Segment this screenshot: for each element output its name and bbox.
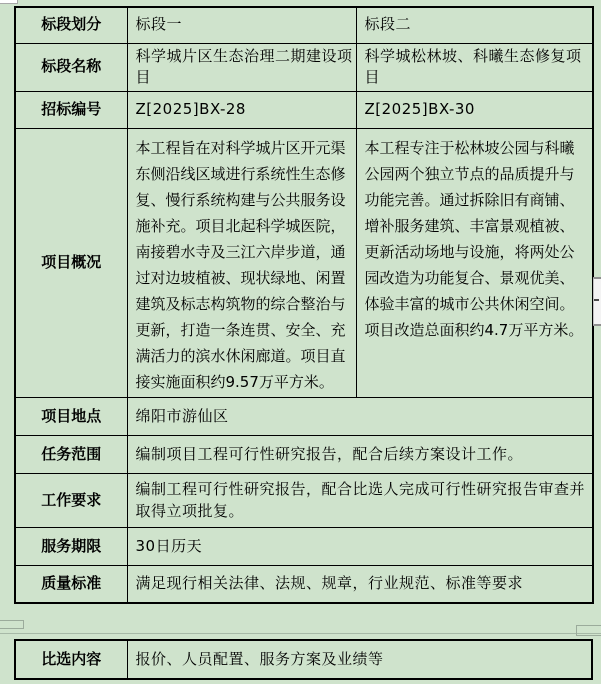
table-row	[15, 566, 593, 603]
label-project-location: 项目地点	[15, 398, 127, 436]
table-row	[15, 436, 593, 474]
value-section-2-name: 科学城松林坡、科曦生态修复项目	[356, 43, 593, 92]
value-comparison-content: 报价、人员配置、服务方案及业绩等	[127, 640, 592, 679]
vertical-scrollbar-thumb[interactable]	[593, 277, 601, 326]
table-row	[15, 43, 593, 92]
value-quality-standard: 满足现行相关法律、法规、规章，行业规范、标准等要求	[127, 566, 593, 603]
table-row	[15, 528, 593, 566]
label-comparison-content: 比选内容	[15, 640, 127, 679]
label-project-overview: 项目概况	[15, 129, 127, 398]
page-corner-sliver	[0, 0, 18, 4]
label-section-name: 标段名称	[15, 43, 127, 92]
value-section-2-bid-number: Z[2025]BX-30	[356, 92, 593, 129]
table-row	[15, 7, 593, 43]
table-anchor-mark-left	[0, 620, 24, 629]
value-service-period: 30日历天	[127, 528, 593, 566]
value-section-1-name: 科学城片区生态治理二期建设项目	[127, 43, 356, 92]
table-row	[15, 398, 593, 436]
table-anchor-mark-right	[576, 625, 601, 636]
value-project-location: 绵阳市游仙区	[127, 398, 593, 436]
bid-sections-table	[14, 6, 594, 604]
label-work-requirements: 工作要求	[15, 474, 127, 528]
label-quality-standard: 质量标准	[15, 566, 127, 603]
table-row	[15, 129, 593, 398]
value-section-1-overview: 本工程旨在对科学城片区开元渠东侧沿线区域进行系统性生态修复、慢行系统构建与公共服务设施补充。项目北起科学城医院，南接碧水寺及三江六岸步道，通过对边坡植被、现状绿地、闲置建筑及标志构筑物的综合整治与更新，打造一条连贯、安全、充满活力的滨水休闲廊道。项目直接实施面积约9.57万平方米。	[127, 129, 356, 398]
label-task-scope: 任务范围	[15, 436, 127, 474]
value-section-1-bid-number: Z[2025]BX-28	[127, 92, 356, 129]
value-work-requirements: 编制工程可行性研究报告，配合比选人完成可行性研究报告审查并取得立项批复。	[127, 474, 593, 528]
comparison-content-table	[14, 639, 593, 680]
table-row	[15, 640, 592, 679]
label-section-division: 标段划分	[15, 7, 127, 43]
scrollbar-grip-icon	[594, 299, 599, 301]
table-boundary-gridline	[0, 633, 601, 634]
value-section-1-division: 标段一	[127, 7, 356, 43]
label-bid-number: 招标编号	[15, 92, 127, 129]
table-row	[15, 474, 593, 528]
label-service-period: 服务期限	[15, 528, 127, 566]
value-section-2-division: 标段二	[356, 7, 593, 43]
value-section-2-overview: 本工程专注于松林坡公园与科曦公园两个独立节点的品质提升与功能完善。通过拆除旧有商铺、增补服务建筑、丰富景观植被、更新活动场地与设施，将两处公园改造为功能复合、景观优美、体验丰富的城市公共休闲空间。项目改造总面积约4.7万平方米。	[356, 129, 593, 398]
value-task-scope: 编制项目工程可行性研究报告，配合后续方案设计工作。	[127, 436, 593, 474]
table-row	[15, 92, 593, 129]
